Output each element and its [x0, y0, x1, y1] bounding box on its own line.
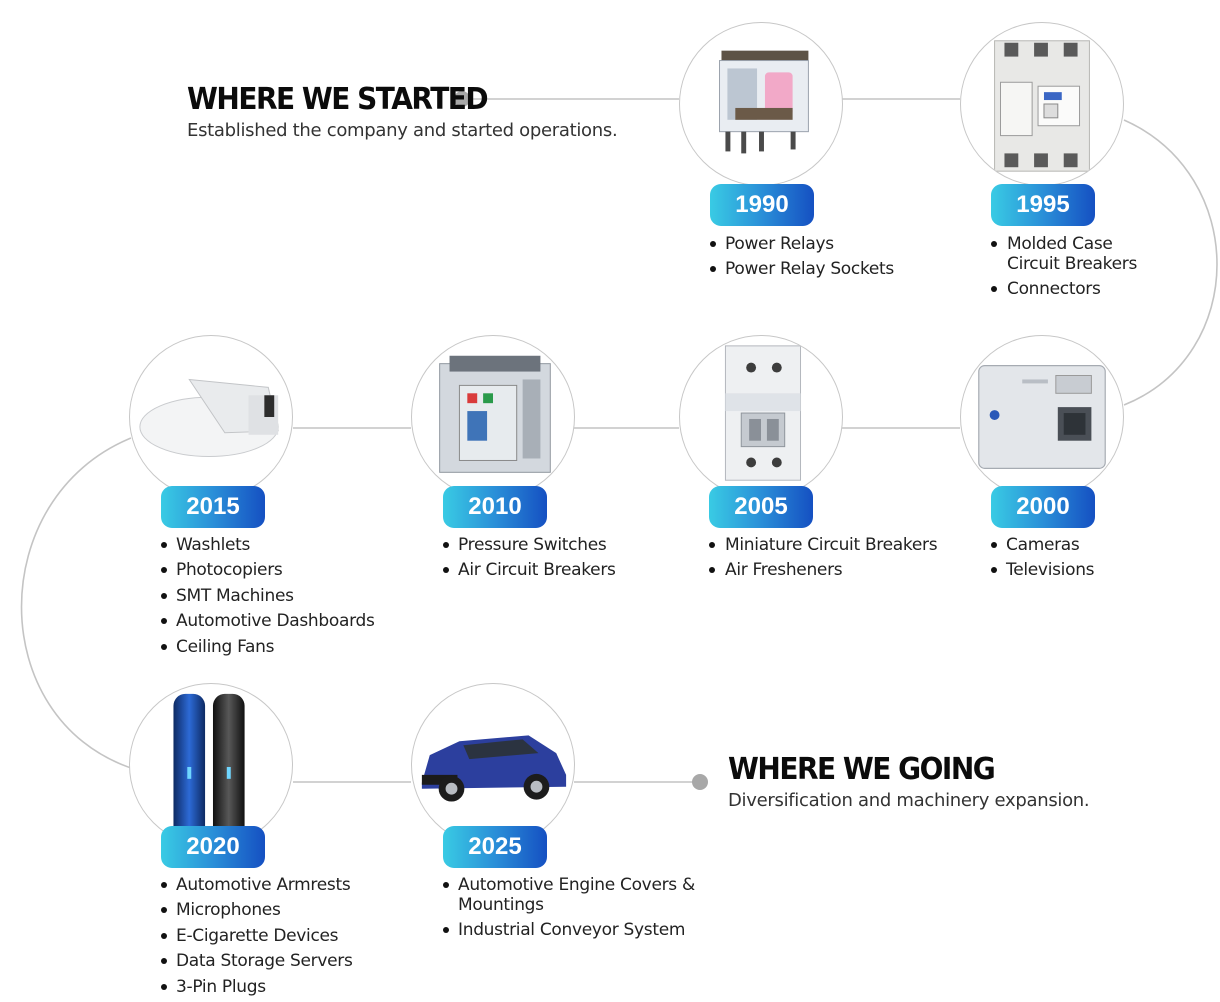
washlet-image	[130, 336, 292, 498]
molded-case-circuit-breaker-image	[961, 23, 1123, 185]
list-item: Connectors	[991, 279, 1141, 299]
list-item: Molded Case Circuit Breakers	[991, 234, 1141, 274]
end-point-dot	[692, 774, 708, 790]
year-badge-2020: 2020	[161, 826, 265, 868]
milestone-2000-items	[991, 535, 1094, 586]
air-circuit-breaker-image	[412, 336, 574, 498]
year-badge-2015: 2015	[161, 486, 265, 528]
e-cigarette-devices-image	[130, 684, 292, 846]
year-badge-1990: 1990	[710, 184, 814, 226]
milestone-2015-image-circle	[129, 335, 293, 499]
suv-car-image	[412, 684, 574, 846]
year-badge-2025: 2025	[443, 826, 547, 868]
milestone-1995-items	[991, 234, 1141, 305]
milestone-1990-image-circle	[679, 22, 843, 186]
list-item: Microphones	[161, 900, 381, 920]
milestone-2005-image-circle	[679, 335, 843, 499]
milestone-2020-image-circle	[129, 683, 293, 847]
list-item: Photocopiers	[161, 560, 381, 580]
list-item: Televisions	[991, 560, 1094, 580]
list-item: Power Relay Sockets	[710, 259, 894, 279]
list-item: Miniature Circuit Breakers	[709, 535, 949, 555]
year-badge-1995: 1995	[991, 184, 1095, 226]
list-item: Data Storage Servers	[161, 951, 381, 971]
end-heading: WHERE WE GOING	[728, 750, 995, 787]
list-item: 3-Pin Plugs	[161, 977, 381, 997]
milestone-1990-items	[710, 234, 894, 285]
end-subtitle: Diversification and machinery expansion.	[728, 790, 1090, 811]
list-item: Automotive Armrests	[161, 875, 381, 895]
list-item: SMT Machines	[161, 586, 381, 606]
power-relay-image	[680, 23, 842, 185]
list-item: Ceiling Fans	[161, 637, 381, 657]
start-subtitle: Established the company and started operations.	[187, 120, 618, 141]
list-item: Air Circuit Breakers	[443, 560, 616, 580]
milestone-1995-image-circle	[960, 22, 1124, 186]
list-item: Automotive Engine Covers & Mountings	[443, 875, 783, 915]
list-item: Industrial Conveyor System	[443, 920, 783, 940]
milestone-2005-items	[709, 535, 949, 586]
list-item: Power Relays	[710, 234, 894, 254]
start-heading: WHERE WE STARTED	[187, 80, 488, 117]
milestone-2025-image-circle	[411, 683, 575, 847]
list-item: Pressure Switches	[443, 535, 616, 555]
list-item: Cameras	[991, 535, 1094, 555]
list-item: Automotive Dashboards	[161, 611, 381, 631]
milestone-2020-items	[161, 875, 381, 1002]
year-badge-2000: 2000	[991, 486, 1095, 528]
connector-curve-2015-2020	[22, 438, 132, 768]
milestone-2000-image-circle	[960, 335, 1124, 499]
milestone-2025-items	[443, 875, 783, 946]
year-badge-2010: 2010	[443, 486, 547, 528]
milestone-2015-items	[161, 535, 381, 662]
list-item: Air Fresheners	[709, 560, 949, 580]
miniature-circuit-breaker-image	[680, 336, 842, 498]
year-badge-2005: 2005	[709, 486, 813, 528]
camera-image	[961, 336, 1123, 498]
milestone-2010-items	[443, 535, 616, 586]
list-item: E-Cigarette Devices	[161, 926, 381, 946]
list-item: Washlets	[161, 535, 381, 555]
milestone-2010-image-circle	[411, 335, 575, 499]
